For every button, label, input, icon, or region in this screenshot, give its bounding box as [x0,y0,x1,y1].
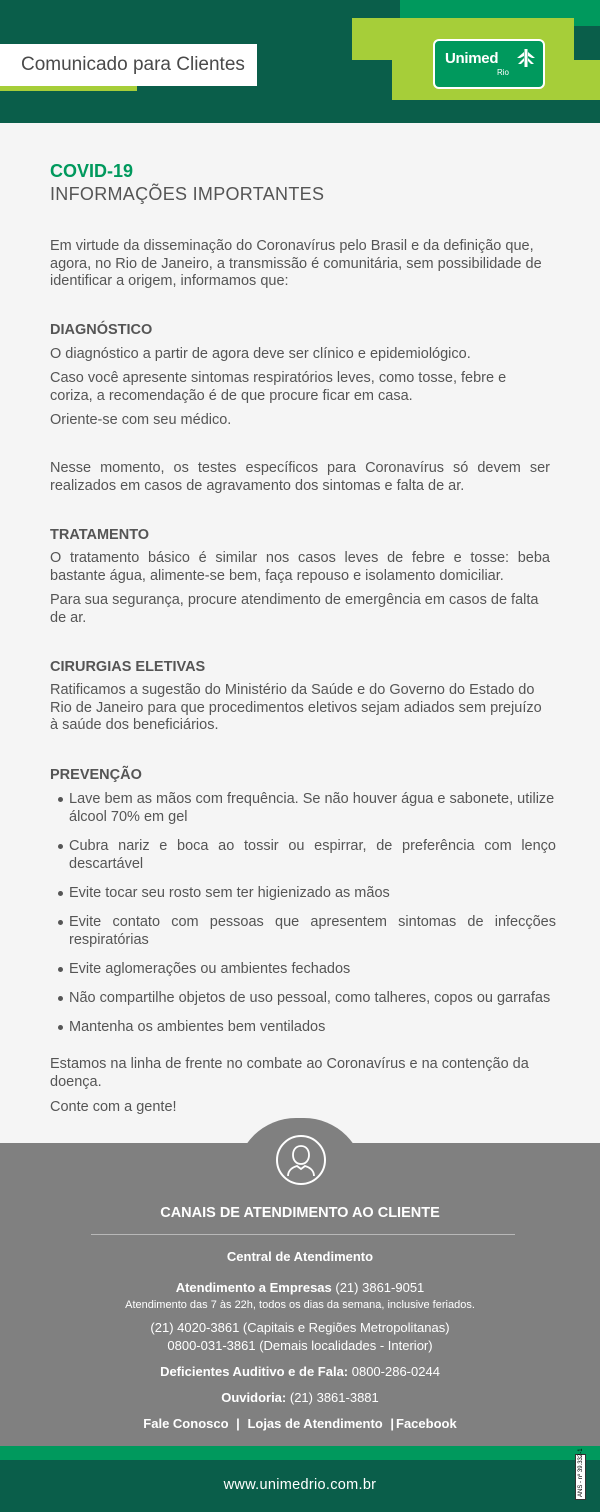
diagnostico-p3: Oriente-se com seu médico. [50,412,232,428]
diagnostico-p2: Caso você apresente sintomas respiratórios leves, como tosse, febre e coriza, a recomendação é de que procure ficar em casa. [50,370,507,404]
link-facebook[interactable]: Facebook [396,1416,457,1431]
list-item [58,791,556,826]
intro-text: Em virtude da disseminação do Coronavírus pelo Brasil e da definição que, agora, no Rio de Janeiro, a transmissão é comunitária, sem possibilidade de identificar a origem, informamos que: [50,238,542,289]
unimed-mark-icon [515,49,537,67]
deficientes-label: Deficientes Auditivo e de Fala: [160,1364,349,1379]
list-item-text: Lave bem as mãos com frequência. Se não houver água e sabonete, utilize álcool 70% em gel [69,791,555,825]
list-item-text: Evite tocar seu rosto sem ter higienizado as mãos [69,885,390,901]
bullet-icon [58,844,63,849]
intro-section [50,160,550,206]
ouvidoria-line [0,1390,600,1406]
bullet-icon [58,967,63,972]
empresas-line [0,1280,600,1296]
footer-title: CANAIS DE ATENDIMENTO AO CLIENTE [160,1205,440,1221]
phone-interior[interactable]: 0800-031-3861 (Demais localidades - Interior) [167,1338,433,1353]
tratamento-p2: Para sua segurança, procure atendimento de emergência em casos de falta de ar. [50,592,539,626]
user-icon [275,1134,327,1186]
diagnostico-p1: O diagnóstico a partir de agora deve ser clínico e epidemiológico. [50,346,471,362]
cirurgias-title: CIRURGIAS ELETIVAS [50,659,206,675]
covid-subtitle: INFORMAÇÕES IMPORTANTES [50,184,325,204]
ans-registration-tag [575,1448,586,1500]
central-label: Central de Atendimento [226,1249,374,1264]
bullet-icon [58,797,63,802]
bullet-icon [58,996,63,1001]
diagnostico-p4: Nesse momento, os testes específicos para Coronavírus só devem ser realizados em casos de agravamento dos sintomas e falta de ar. [50,460,550,494]
empresas-phone[interactable]: (21) 3861-9051 [331,1280,425,1295]
empresas-hours: Atendimento das 7 às 22h, todos os dias da semana, inclusive feriados. [125,1299,475,1311]
list-item [58,885,556,903]
footer-divider [91,1234,515,1235]
page-title: Comunicado para Clientes [21,54,245,75]
ans-text: ANS - nº 39.332-1 [578,1448,584,1497]
cirurgias-p1: Ratificamos a sugestão do Ministério da Saúde e do Governo do Estado do Rio de Janeiro para que procedimentos eletivos sejam adiados sem prejuízo à saúde dos beneficiários. [50,682,542,733]
tratamento-title: TRATAMENTO [50,527,150,543]
list-item [58,990,568,1008]
deficientes-line [0,1364,600,1380]
list-item-text: Não compartilhe objetos de uso pessoal, como talheres, copos ou garrafas [69,990,551,1006]
link-lojas[interactable]: Lojas de Atendimento [247,1416,383,1431]
header-banner [0,0,600,123]
ouvidoria-label: Ouvidoria: [221,1390,287,1405]
footer-accent-strip [0,1446,600,1460]
website-link[interactable]: www.unimedrio.com.br [223,1477,377,1493]
link-separator: | [390,1416,395,1431]
list-item [58,914,556,949]
closing-p1: Estamos na linha de frente no combate ao Coronavírus e na contenção da doença. [50,1056,529,1090]
logo-sub: Rio [497,68,510,77]
list-item-text: Evite aglomerações ou ambientes fechados [69,961,351,977]
bullet-icon [58,891,63,896]
list-item-text: Cubra nariz e boca ao tossir ou espirrar, de preferência com lenço descartável [69,838,556,872]
empresas-label: Atendimento a Empresas [175,1280,332,1295]
list-item-text: Mantenha os ambientes bem ventilados [69,1019,326,1035]
deficientes-phone[interactable]: 0800-286-0244 [348,1364,440,1379]
header-accent-bar [0,86,137,91]
unimed-logo[interactable] [433,39,545,89]
footer-links [0,1416,600,1432]
phone-capitais[interactable]: (21) 4020-3861 (Capitais e Regiões Metropolitanas) [150,1320,450,1335]
bullet-icon [58,920,63,925]
closing-p2: Conte com a gente! [50,1099,177,1115]
list-item [58,838,556,873]
covid-title: COVID-19 [50,161,134,181]
link-separator: | [236,1416,240,1431]
tratamento-p1: O tratamento básico é similar nos casos leves de febre e tosse: beba bastante água, alimente-se bem, faça repouso e isolamento domiciliar. [50,550,550,584]
bullet-icon [58,1025,63,1030]
list-item [58,961,556,979]
link-fale-conosco[interactable]: Fale Conosco [143,1416,229,1431]
prevencao-title: PREVENÇÃO [50,767,142,783]
diagnostico-title: DIAGNÓSTICO [50,322,153,338]
list-item [58,1019,556,1037]
logo-name: Unimed [445,50,499,67]
list-item-text: Evite contato com pessoas que apresentem sintomas de infecções respiratórias [69,914,556,948]
ouvidoria-phone[interactable]: (21) 3861-3881 [286,1390,379,1405]
